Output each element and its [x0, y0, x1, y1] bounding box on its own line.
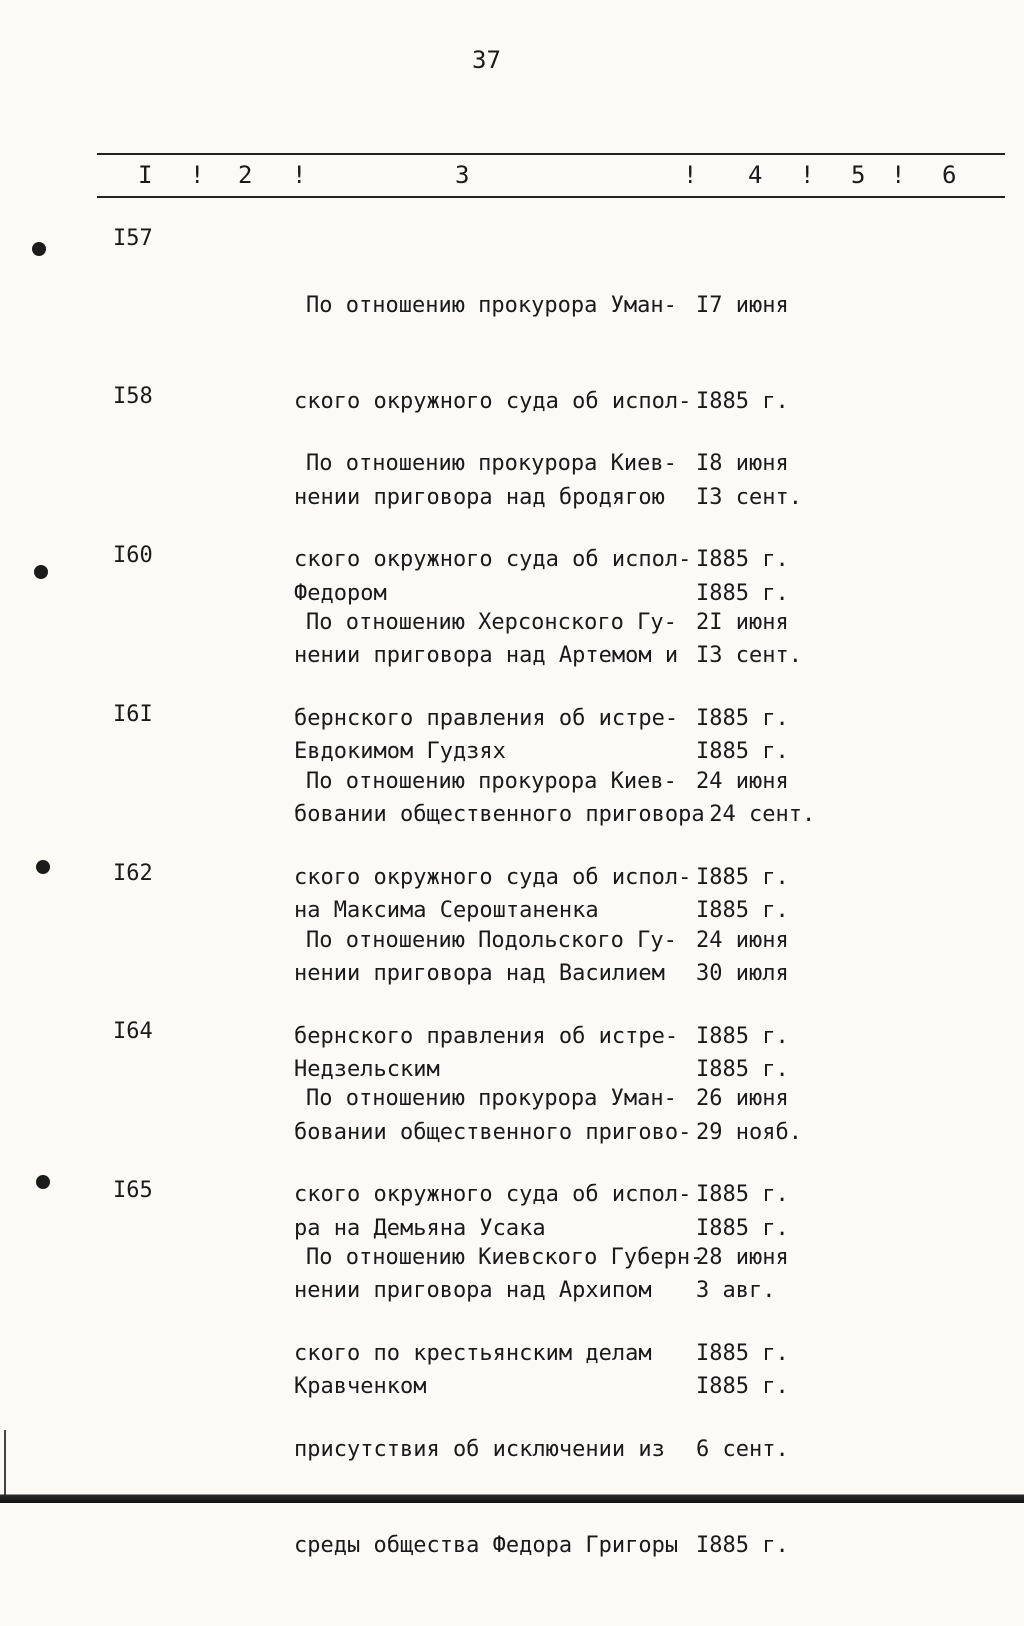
entry-description: По отношению прокурора Киев- ского окружного суда об испол- нении приговора над Артемом и Евдокимом Гудзях [294, 451, 692, 764]
entry-number: I60 [113, 543, 153, 568]
page-number: 37 [472, 46, 501, 74]
header-sep-5: ! [891, 161, 906, 189]
entry-number: I58 [113, 384, 153, 409]
header-col-3: 3 [455, 161, 470, 189]
header-sep-1: ! [190, 161, 205, 189]
entry-dates: 24 июня I885 г. 30 июля I885 г. [696, 769, 789, 1082]
header-col-4: 4 [748, 161, 763, 189]
entry-number: I65 [113, 1178, 153, 1203]
header-col-5: 5 [851, 161, 866, 189]
punch-hole-mark [36, 860, 50, 874]
header-sep-4: ! [800, 161, 815, 189]
entry-description: По отношению прокурора Киев- ского окружного суда об испол- нении приговора над Василием Недзельским [294, 769, 692, 1082]
header-col-1: I [138, 161, 153, 189]
header-sep-3: ! [683, 161, 698, 189]
punch-hole-mark [36, 1175, 50, 1189]
entry-description: По отношению прокурора Уман- ского окружного суда об испол- нении приговора над бродягою Федором [294, 293, 692, 606]
entry-number: I64 [113, 1019, 153, 1044]
entry-dates: 2I июня I885 г. 24 сент. I885 г. [696, 610, 816, 923]
entry-description: По отношению Киевского Губерн- ского по крестьянским делам присутствия об исключении из среды общества Федора Григоры [294, 1245, 704, 1558]
entry-number: I57 [113, 226, 153, 251]
entry-number: I62 [113, 861, 153, 886]
entry-dates: 26 июня I885 г. 3 авг. I885 г. [696, 1086, 789, 1399]
entry-dates: I7 июня I885 г. I3 сент. I885 г. [696, 293, 802, 606]
header-col-6: 6 [942, 161, 957, 189]
header-bottom-rule [97, 196, 1005, 198]
entry-dates: I8 июня I885 г. I3 сент. I885 г. [696, 451, 802, 764]
entry-description: По отношению Подольского Гу- бернского правления об истре- бовании общественного пригово- ра на Демьяна Усака [294, 928, 692, 1241]
entry-description: По отношению прокурора Уман- ского окружного суда об испол- нении приговора над Архипом Кравченком [294, 1086, 692, 1399]
header-col-2: 2 [238, 161, 253, 189]
entry-description: По отношению Херсонского Гу- бернского правления об истре- бовании общественного приговора на Максима Сероштаненка [294, 610, 705, 923]
torn-bottom-edge [0, 1486, 1024, 1503]
punch-hole-mark [34, 565, 48, 579]
header-top-rule [97, 153, 1005, 155]
entry-dates: 28 июня I885 г. 6 сент. I885 г. [696, 1245, 789, 1558]
header-sep-2: ! [292, 161, 307, 189]
entry-number: I6I [113, 702, 153, 727]
entry-dates: 24 июня I885 г. 29 нояб. I885 г. [696, 928, 802, 1241]
punch-hole-mark [32, 242, 46, 256]
